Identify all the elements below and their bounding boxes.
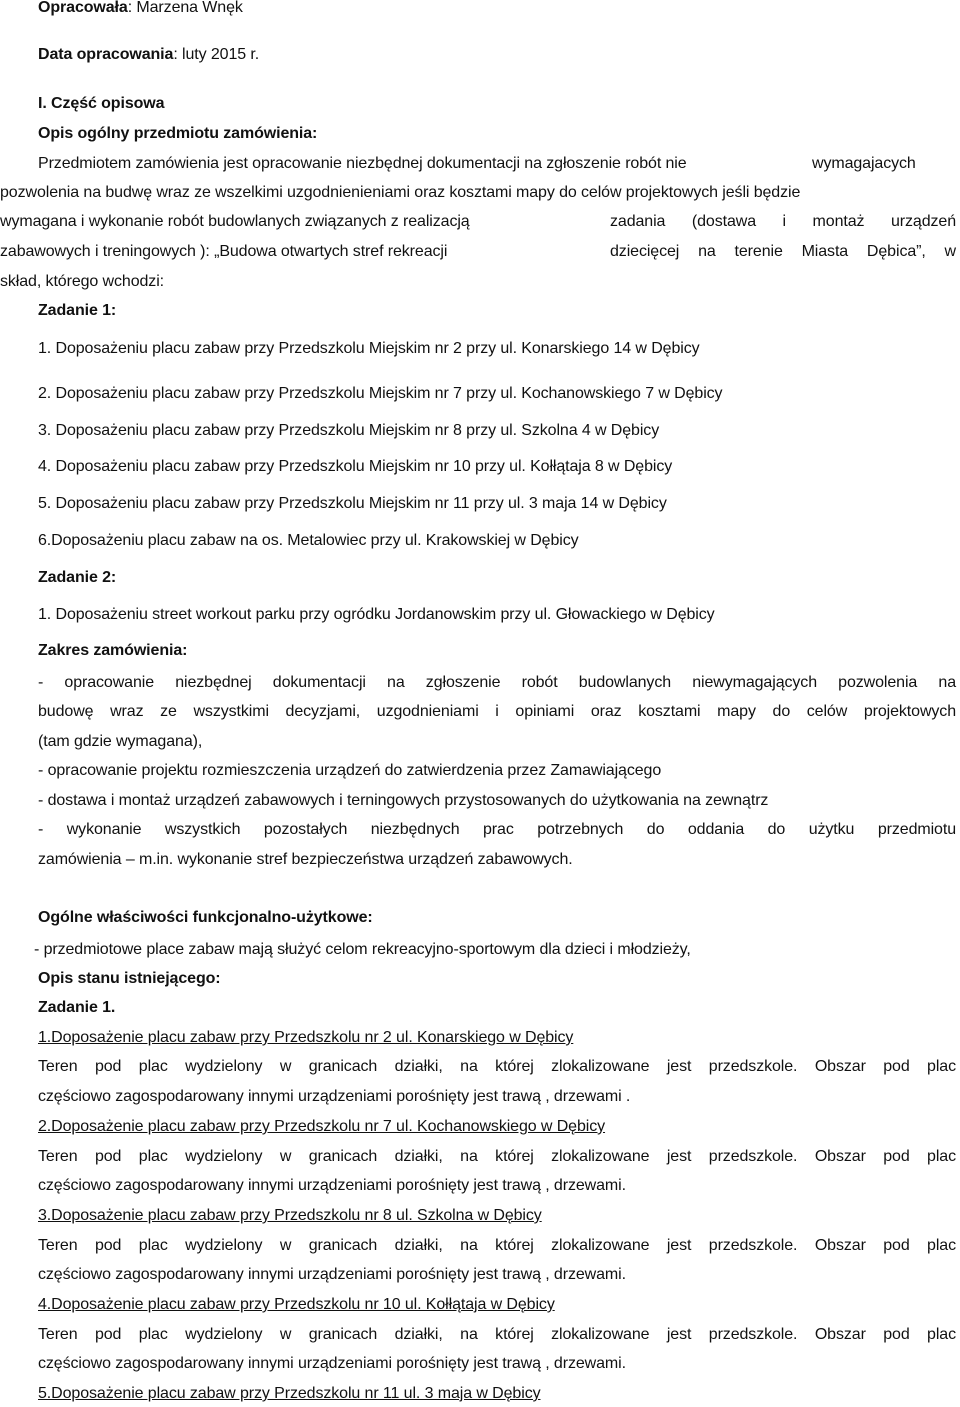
intro-line-3b: zadania (dostawa i montaż urządzeń (610, 213, 956, 230)
existing-item-title: 3.Doposażenie placu zabaw przy Przedszkolu nr 8 ul. Szkolna w Dębicy (38, 1207, 542, 1224)
existing-item-text: częściowo zagospodarowany innymi urządzeniami porośnięty jest trawą , drzewami . (38, 1088, 631, 1105)
task2-item: 1. Doposażeniu street workout parku przy ogródku Jordanowskim przy ul. Głowackiego w Dębicy (38, 606, 715, 623)
date-label: Data opracowania (38, 46, 174, 63)
task1-heading: Zadanie 1: (38, 302, 117, 319)
task1-item: 5. Doposażeniu placu zabaw przy Przedszkolu Miejskim nr 11 przy ul. 3 maja 14 w Dębicy (38, 495, 667, 512)
author-line (38, 0, 243, 18)
scope-line: - dostawa i montaż urządzeń zabawowych i terningowych przystosowanych do użytkowania na zewnątrz (38, 792, 769, 809)
intro-line-4b: dziecięcej na terenie Miasta Dębica”, w (610, 243, 956, 260)
existing-item-text: Teren pod plac wydzielony w granicach działki, na której zlokalizowane jest przedszkole. Obszar pod plac (38, 1058, 956, 1075)
existing-heading: Opis stanu istniejącego: (38, 970, 221, 987)
existing-item-text: Teren pod plac wydzielony w granicach działki, na której zlokalizowane jest przedszkole. Obszar pod plac (38, 1326, 956, 1343)
scope-line: - wykonanie wszystkich pozostałych niezbędnych prac potrzebnych do oddania do użytku przedmiotu (38, 821, 956, 838)
existing-item-text: Teren pod plac wydzielony w granicach działki, na której zlokalizowane jest przedszkole. Obszar pod plac (38, 1237, 956, 1254)
existing-item-title: 4.Doposażenie placu zabaw przy Przedszkolu nr 10 ul. Kołłątaja w Dębicy (38, 1296, 555, 1313)
scope-line: budowę wraz ze wszystkimi decyzjami, uzgodnieniami i opiniami oraz kosztami mapy do celów projektowych (38, 703, 956, 720)
existing-item-text: częściowo zagospodarowany innymi urządzeniami porośnięty jest trawą , drzewami. (38, 1177, 626, 1194)
task1-item: 2. Doposażeniu placu zabaw przy Przedszkolu Miejskim nr 7 przy ul. Kochanowskiego 7 w Dębicy (38, 385, 723, 402)
scope-line: zamówienia – m.in. wykonanie stref bezpieczeństwa urządzeń zabawowych. (38, 851, 573, 868)
author-label: Opracowała (38, 0, 128, 16)
existing-item-title: 1.Doposażenie placu zabaw przy Przedszkolu nr 2 ul. Konarskiego w Dębicy (38, 1029, 574, 1046)
intro-line-1a: Przedmiotem zamówienia jest opracowanie niezbędnej dokumentacji na zgłoszenie robót nie (38, 155, 687, 172)
intro-line-5: skład, którego wchodzi: (0, 273, 165, 290)
task2-heading: Zadanie 2: (38, 569, 117, 586)
task1-item: 3. Doposażeniu placu zabaw przy Przedszkolu Miejskim nr 8 przy ul. Szkolna 4 w Dębicy (38, 422, 660, 439)
intro-line-2-text: pozwolenia na budwę wraz ze wszelkimi uzgodnienieniami oraz kosztami mapy do celów projektowych jeśli będzie (0, 184, 801, 201)
intro-line-1b: wymagajacych (812, 155, 916, 172)
task1-item: 6.Doposażeniu placu zabaw na os. Metalowiec przy ul. Krakowskiej w Dębicy (38, 532, 579, 549)
scope-line: (tam gdzie wymagana), (38, 733, 203, 750)
intro-line-4a: zabawowych i treningowych ): „Budowa otwartych stref rekreacji (0, 243, 448, 260)
existing-item-text: Teren pod plac wydzielony w granicach działki, na której zlokalizowane jest przedszkole. Obszar pod plac (38, 1148, 956, 1165)
existing-task-heading: Zadanie 1. (38, 999, 116, 1016)
existing-item-text: częściowo zagospodarowany innymi urządzeniami porośnięty jest trawą , drzewami. (38, 1355, 626, 1372)
scope-line: - opracowanie niezbędnej dokumentacji na zgłoszenie robót budowlanych niewymagających pozwolenia na (38, 674, 956, 691)
scope-line: - opracowanie projektu rozmieszczenia urządzeń do zatwierdzenia przez Zamawiającego (38, 762, 662, 779)
properties-heading: Ogólne właściwości funkcjonalno-użytkowe: (38, 909, 373, 926)
existing-item-title: 2.Doposażenie placu zabaw przy Przedszkolu nr 7 ul. Kochanowskiego w Dębicy (38, 1118, 606, 1135)
date-value: : luty 2015 r. (173, 46, 260, 63)
task1-item: 4. Doposażeniu placu zabaw przy Przedszkolu Miejskim nr 10 przy ul. Kołłątaja 8 w Dębicy (38, 458, 673, 475)
author-name: : Marzena Wnęk (127, 0, 243, 16)
existing-item-title: 5.Doposażenie placu zabaw przy Przedszkolu nr 11 ul. 3 maja w Dębicy (38, 1385, 541, 1402)
intro-line-2 (0, 183, 956, 203)
intro-line-3a: wymagana i wykonanie robót budowlanych związanych z realizacją (0, 213, 470, 230)
part-title: I. Część opisowa (38, 95, 165, 112)
scope-heading: Zakres zamówienia: (38, 642, 188, 659)
general-heading: Opis ogólny przedmiotu zamówienia: (38, 125, 318, 142)
task1-item: 1. Doposażeniu placu zabaw przy Przedszkolu Miejskim nr 2 przy ul. Konarskiego 14 w Dębicy (38, 340, 700, 357)
existing-item-text: częściowo zagospodarowany innymi urządzeniami porośnięty jest trawą , drzewami. (38, 1266, 626, 1283)
date-line (38, 45, 259, 65)
properties-line: - przedmiotowe place zabaw mają służyć celom rekreacyjno-sportowym dla dzieci i młodzieży, (34, 941, 691, 958)
